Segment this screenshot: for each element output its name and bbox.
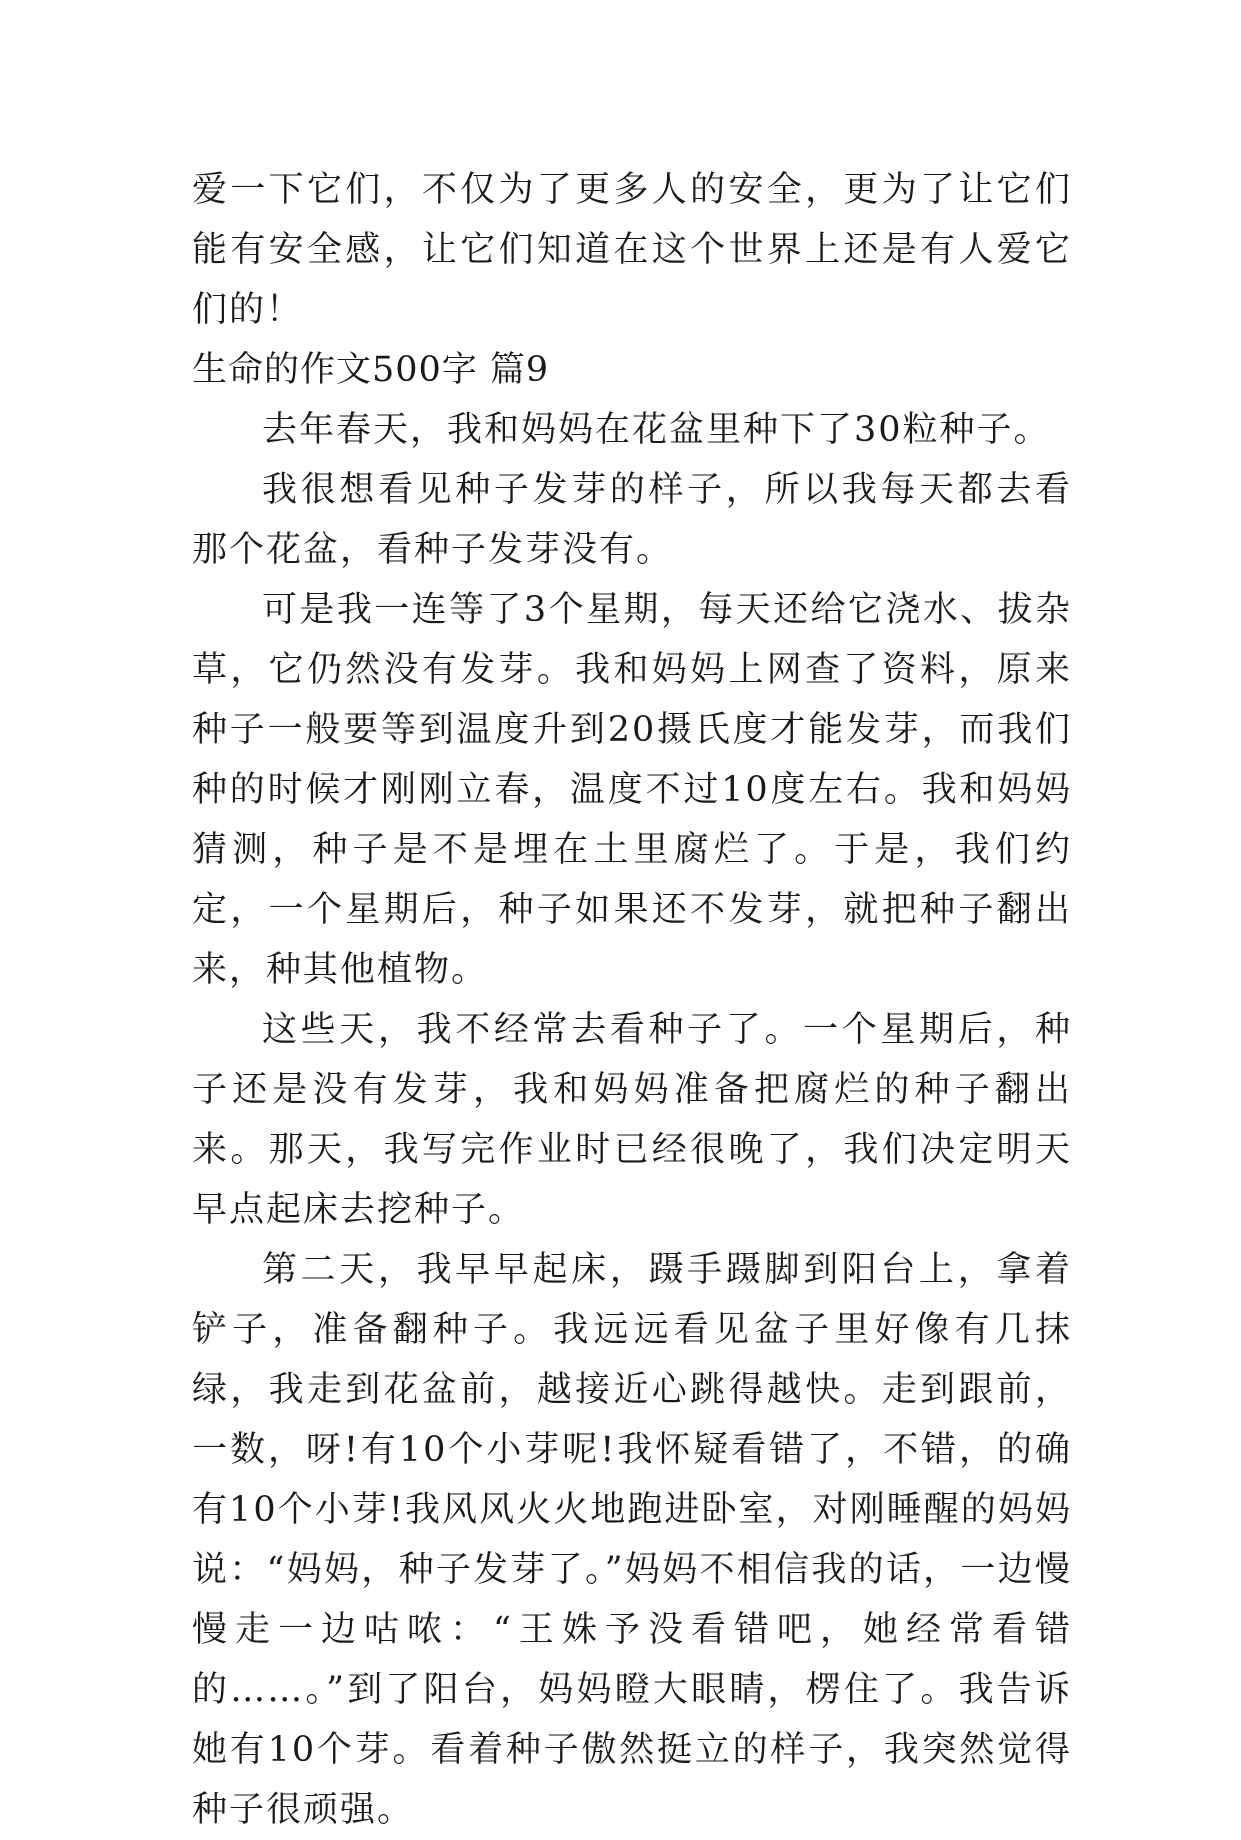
paragraph-5: 这些天，我不经常去看种子了。一个星期后，种子还是没有发芽，我和妈妈准备把腐烂的种子翻出来。那天，我写完作业时已经很晚了，我们决定明天早点起床去挖种子。 xyxy=(192,1010,1072,1230)
paragraph-6: 第二天，我早早起床，蹑手蹑脚到阳台上，拿着铲子，准备翻种子。我远远看见盆子里好像有几抹绿，我走到花盆前，越接近心跳得越快。走到跟前，一数，呀!有10个小芽呢!我怀疑看错了，不错，的确有10个小芽!我风风火火地跑进卧室，对刚睡醒的妈妈说：“妈妈，种子发芽了。”妈妈不相信我的话，一边慢慢走一边咕哝：“王姝予没看错吧，她经常看错的……。”到了阳台，妈妈瞪大眼睛，楞住了。我告诉她有10个芽。看着种子傲然挺立的样子，我突然觉得种子很顽强。 xyxy=(192,1250,1072,1830)
section-heading: 生命的作文500字 篇9 xyxy=(192,350,550,390)
paragraph-4: 可是我一连等了3个星期，每天还给它浇水、拔杂草，它仍然没有发芽。我和妈妈上网查了资料，原来种子一般要等到温度升到20摄氏度才能发芽，而我们种的时候才刚刚立春，温度不过10度左右。我和妈妈猜测，种子是不是埋在土里腐烂了。于是，我们约定，一个星期后，种子如果还不发芽，就把种子翻出来，种其他植物。 xyxy=(192,590,1072,990)
document-body xyxy=(192,160,1072,1840)
paragraph-3: 我很想看见种子发芽的样子，所以我每天都去看那个花盆，看种子发芽没有。 xyxy=(192,470,1072,570)
paragraph-1: 爱一下它们，不仅为了更多人的安全，更为了让它们能有安全感，让它们知道在这个世界上还是有人爱它们的！ xyxy=(192,170,1072,330)
paragraph-2: 去年春天，我和妈妈在花盆里种下了30粒种子。 xyxy=(262,410,1051,450)
